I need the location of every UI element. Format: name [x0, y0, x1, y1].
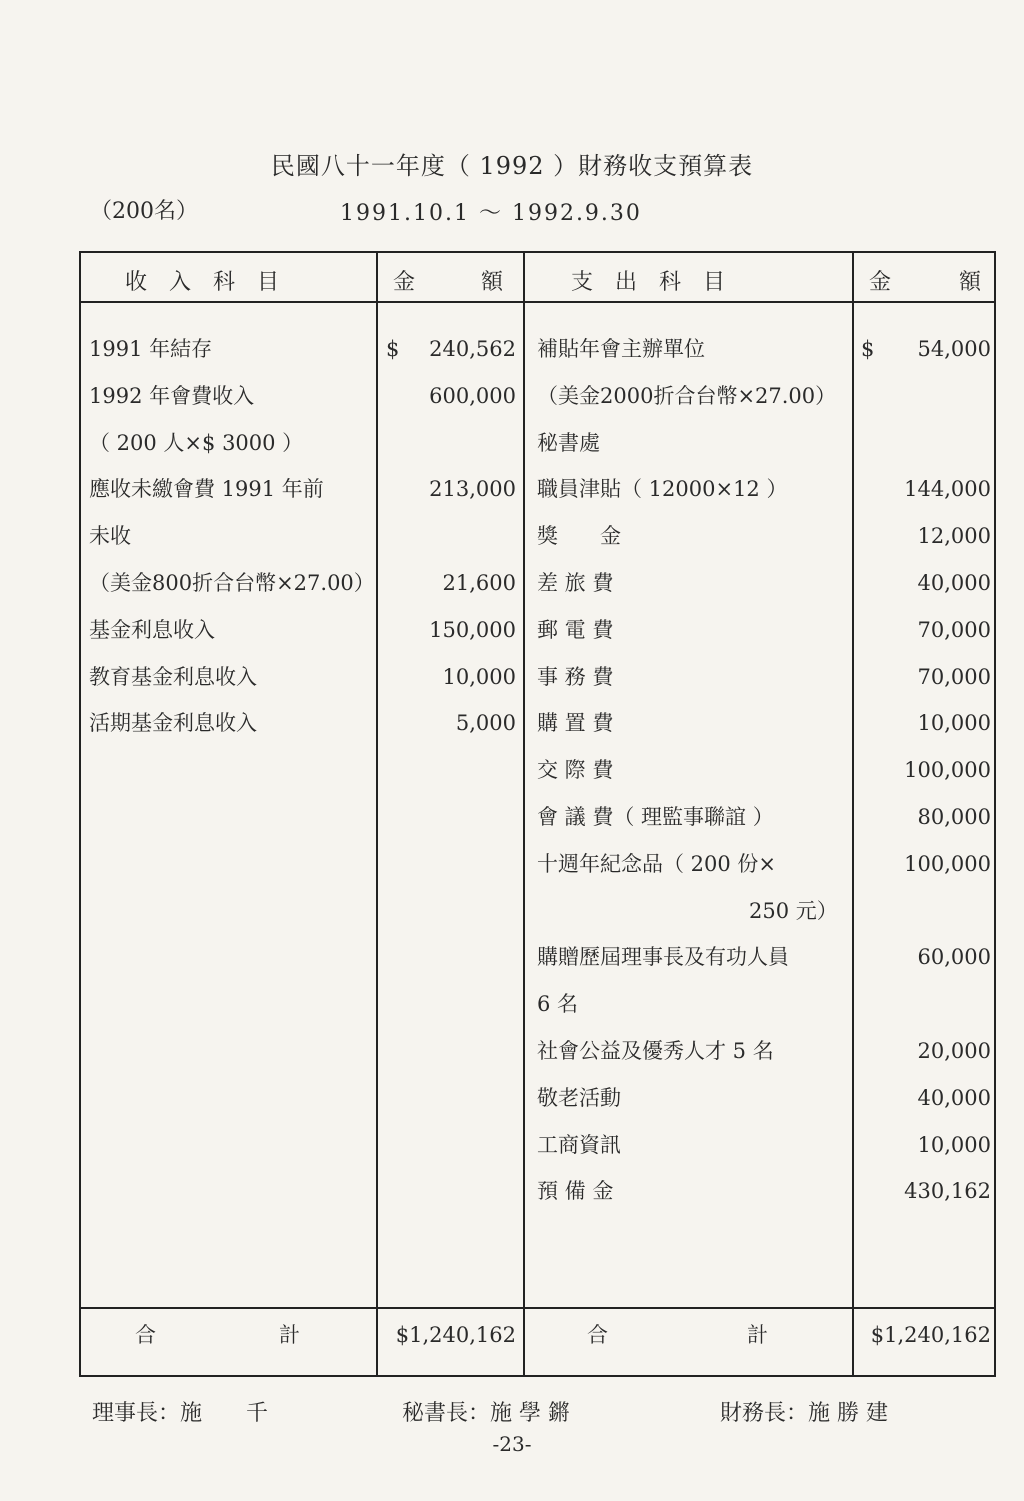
expense-amount: 70,000	[917, 617, 991, 642]
income-amount-header-right: 額	[481, 270, 504, 295]
income-item-label: 未收	[89, 524, 131, 549]
expense-item-label: 預 備 金	[537, 1179, 614, 1204]
expense-amount: 100,000	[904, 851, 991, 876]
income-item-label: （美金800折合台幣×27.00）	[89, 571, 375, 595]
income-item-label: 1991 年結存	[89, 337, 213, 361]
header-divider	[81, 301, 994, 303]
expense-amount-header-right: 額	[959, 270, 982, 295]
income-total-label-left: 合	[135, 1323, 156, 1347]
expense-item-label: 獎 金	[537, 524, 621, 549]
expense-amount: 10,000	[917, 1132, 991, 1157]
expense-item-label: 敬老活動	[537, 1085, 621, 1110]
expense-item-label: 會 議 費（ 理監事聯誼 ）	[537, 805, 774, 829]
expense-item-header: 支 出 科 目	[571, 270, 726, 295]
income-amount: 10,000	[442, 664, 516, 689]
member-count: （200名）	[90, 199, 198, 224]
document-title: 民國八十一年度（ 1992 ）財務收支預算表	[270, 152, 754, 180]
income-amount: 213,000	[429, 477, 516, 502]
income-amount: 240,562	[429, 337, 516, 361]
expense-amount: 144,000	[904, 477, 991, 502]
expense-amount-header-left: 金	[869, 270, 892, 295]
expense-item-label: 差 旅 費	[537, 571, 614, 595]
expense-item-label: 郵 電 費	[537, 617, 614, 642]
expense-amount: 80,000	[917, 805, 991, 829]
income-item-label: 教育基金利息收入	[89, 664, 257, 689]
expense-amount: 10,000	[917, 711, 991, 736]
budget-table	[79, 251, 996, 1377]
expense-amount: 70,000	[917, 664, 991, 689]
column-divider	[376, 253, 378, 1375]
column-divider	[523, 253, 525, 1375]
expense-amount: 20,000	[917, 1039, 991, 1063]
income-amount-header-left: 金	[393, 270, 416, 295]
income-amount: 5,000	[455, 711, 516, 736]
expense-item-label: 購贈歷屆理事長及有功人員	[537, 945, 789, 970]
income-amount: 600,000	[429, 383, 516, 408]
expense-total-label-right: 計	[747, 1323, 768, 1347]
expense-currency-symbol: $	[861, 337, 875, 361]
expense-item-label: 職員津貼（ 12000×12 ）	[537, 477, 788, 502]
treasurer-signature: 財務長：施 勝 建	[720, 1401, 888, 1426]
income-item-label: 活期基金利息收入	[89, 711, 257, 736]
expense-item-label: 社會公益及優秀人才 5 名	[537, 1039, 774, 1063]
expense-amount: 60,000	[917, 945, 991, 970]
income-total-label-right: 計	[279, 1323, 300, 1347]
fiscal-period: 1991.10.1 ～ 1992.9.30	[340, 201, 642, 226]
expense-amount: 12,000	[917, 524, 991, 549]
column-divider	[852, 253, 854, 1375]
income-amount: 21,600	[442, 571, 516, 595]
expense-amount: 54,000	[917, 337, 991, 361]
expense-item-label: 6 名	[537, 992, 579, 1017]
expense-item-label: 250 元）	[749, 898, 838, 923]
income-total-value: $1,240,162	[395, 1323, 516, 1347]
expense-amount: 430,162	[904, 1179, 991, 1204]
expense-amount: 40,000	[917, 1085, 991, 1110]
expense-total-label-left: 合	[587, 1323, 608, 1347]
expense-item-label: 補貼年會主辦單位	[537, 337, 705, 361]
page-number: -23-	[492, 1432, 532, 1456]
expense-item-label: 秘書處	[537, 430, 600, 455]
expense-item-label: 十週年紀念品（ 200 份×	[537, 851, 777, 876]
income-item-label: 1992 年會費收入	[89, 383, 255, 408]
expense-item-label: 事 務 費	[537, 664, 614, 689]
income-item-label: 基金利息收入	[89, 617, 215, 642]
expense-item-label: （美金2000折合台幣×27.00）	[537, 383, 837, 408]
expense-amount: 100,000	[904, 758, 991, 783]
expense-total-value: $1,240,162	[870, 1323, 991, 1347]
income-item-header: 收 入 科 目	[125, 270, 280, 295]
expense-amount: 40,000	[917, 571, 991, 595]
chairman-signature: 理事長：施 千	[92, 1401, 269, 1426]
income-item-label: （ 200 人×$ 3000 ）	[89, 430, 304, 455]
expense-item-label: 交 際 費	[537, 758, 614, 783]
expense-item-label: 工商資訊	[537, 1132, 621, 1157]
totals-divider	[81, 1307, 994, 1309]
expense-item-label: 購 置 費	[537, 711, 614, 736]
income-currency-symbol: $	[386, 337, 400, 361]
income-item-label: 應收未繳會費 1991 年前	[89, 477, 324, 502]
income-amount: 150,000	[429, 617, 516, 642]
secretary-signature: 秘書長：施 學 鏘	[402, 1401, 570, 1426]
